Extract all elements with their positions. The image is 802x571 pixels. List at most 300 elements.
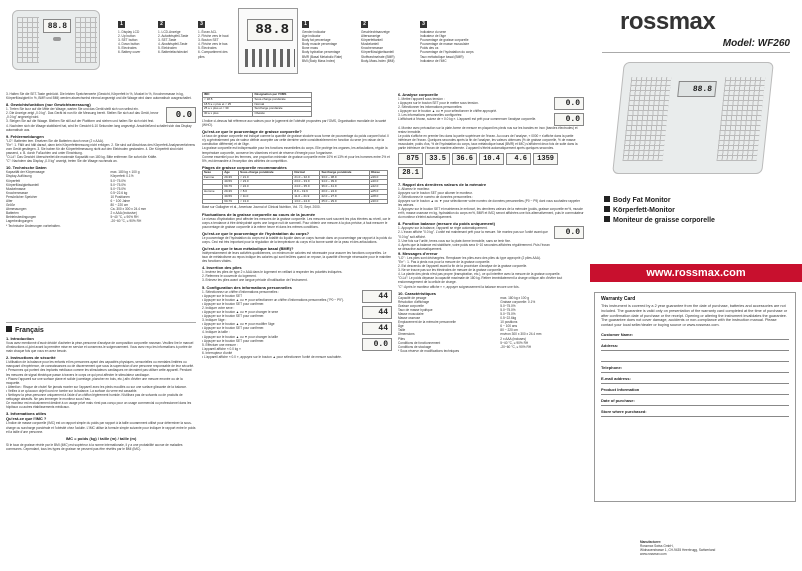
spec-key: Lagerbedingungen (6, 219, 33, 224)
spec-value: Graisse corporelle: 0.1% (500, 299, 536, 304)
electrode-right (75, 17, 97, 63)
icon-label: Body-Mass-Index (BMI) (361, 58, 395, 63)
icon-label: BMR (Basal Metabolic Rate) (302, 54, 343, 59)
bmi-th: Désignation par l'OMS (253, 93, 312, 98)
mid-p7: Indépendamment de leurs activités quotidiennes, un minimum de calories est nécessaire pour assurer les fonctions corporelles. Le taux de métabolisme au repos indique les calories qui sont brûlées quand on repose, la quantité d'énergie nécessaire pour le maintien des fonctions vitales. (202, 250, 392, 264)
bmi-cell: Normal (253, 102, 312, 107)
r-p6: L'affichant à l'écran, suivez de « 0.0 kg ». L'appareil est prêt pour commencer l'analyse corporelle. (398, 117, 537, 122)
legend-line: 1. LCD-Anzeige (158, 30, 181, 34)
mini-lcd: 0.0 (554, 226, 584, 239)
bf-cell: < 11.0 (239, 194, 293, 199)
bf-cell: 36.0 ~ 41.9 (320, 185, 369, 190)
col-french (6, 326, 196, 566)
manufacturer-block (640, 540, 790, 556)
r-p17: 4. Après que la balance est stabilisée, votre poids sera 6~10 secondes affichées régulièrement. Puis l'écran se désactive automatiquement. (398, 242, 550, 251)
warranty-title: Warranty Card (601, 296, 636, 302)
bf-cell: 33.0 ~ 38.9 (320, 175, 369, 180)
scale-illustration (12, 10, 100, 70)
parts-legend (118, 12, 234, 82)
spec-value: 5.0~75.0% (110, 178, 126, 183)
mid-p2: Le taux de graisse corporelle est indiqué comme la quantité de graisse stockée sous forme de pourcentage du poids corporel total. Il n'y a généralement pas de valeur définie acceptée car cette dernière varie considérablement en fonction du sexe (en raison de la constitution différente) et de l'âge. (202, 134, 389, 147)
col-german (6, 92, 196, 317)
de-p5: 4. Nachdem sich die Waage stabilisiert hat, wird Ihr Gewicht 6-10 Sekunden lang angezeigt. Anschließend schaltet sich das Display automatisch aus. (6, 123, 192, 132)
spec-key: Muskelmasse (6, 186, 26, 191)
icon-label: Gender indicator (302, 30, 326, 34)
spec-key: Conditions de stockage (398, 344, 432, 349)
bf-cell: 60-79 (223, 199, 239, 204)
field-telephone[interactable]: Telephone: (601, 365, 789, 373)
setup-step: • Appuyer sur le bouton ▲ ou ▼ pour changer la taille (202, 334, 279, 339)
mid-h2: Plages de graisse corporelle recommandées (202, 164, 287, 170)
spec-key: Capacité de pesage (398, 295, 427, 300)
bmi-cell: < 18.5 (203, 97, 253, 102)
mid-lcds (362, 290, 392, 360)
spec-key: Körperfett (6, 178, 20, 183)
spec-key: Persönlicher Speicher (6, 194, 38, 199)
legend-line: 4. Flèche vers le bas (198, 42, 228, 47)
bf-cell: ≥40.0 (369, 180, 387, 185)
bf-cell: 60-79 (223, 185, 239, 190)
spec-key: Piles (398, 336, 405, 341)
de-p7: "Err": 1. Fällt und hält darauf, dann kein Körperfettmessung nicht erfolgen. 2. Sie sind auf Abschluss des Körperfett-Analyseverfahrens vom Gerät gestiegen. 3. Sie haben für die Körperfettmessung nicht auf den Elektroden gestanden. 4. Die Körperfett sind nicht passend, z. B. durch Fußsohlen und unter Einwirkung. (6, 142, 196, 156)
icon-label: Indicateur du sexe (420, 30, 447, 34)
brand-panel (590, 0, 802, 300)
bf-cell: 40-59 (223, 194, 239, 199)
brand-logo: rossmax (620, 8, 716, 35)
spec-key: Alter (6, 198, 13, 203)
de-p3: 2. Die Anzeige zeigt „0.0 kg". Das Gerät ist nun für die Messung bereit. Stellen Sie sich auf das Gerät, bevor „0.0 kg" angezeigt wird. (6, 111, 159, 120)
setup-step: 3. Indiquer l'âge : (202, 318, 227, 323)
section-divider (6, 322, 196, 323)
spec-key: Taux de masse hydrique (398, 307, 433, 312)
bf-cell: 11.0 ~ 21.9 (293, 194, 320, 199)
product-diagram (8, 6, 106, 78)
mid-h3: Fluctuations de la graisse corporelle au cours de la journée (202, 211, 316, 217)
title-fr (604, 216, 794, 224)
warranty-card (594, 292, 796, 502)
de-h3: 10. Technische Daten (6, 165, 47, 171)
icon-label: Body fat percentage (302, 38, 331, 43)
spec-key: Âge (398, 324, 404, 329)
setup-step: 4. Indiquer la taille : (202, 330, 230, 335)
legend-line: 1. Écran ACL (198, 30, 217, 34)
spec-key: Betriebsbedingungen (6, 215, 37, 220)
manufacturer-label: Manufacturer: (640, 540, 662, 544)
bmi-cell: 30 ≤ x plus (203, 112, 253, 117)
r-p2: • Appuyez sur le bouton SET pour le mettre sous tension. (398, 101, 479, 106)
legend-col-en (118, 12, 154, 82)
bf-th: Normal (293, 170, 320, 175)
spec-value: max. 180 kg × 100 g (110, 170, 140, 175)
legend-line: 2. Up button (118, 34, 136, 39)
spec-value: 6 ~ 100 Jahre (110, 198, 131, 203)
field-store[interactable]: Store where purchased: (601, 409, 789, 417)
icon-col-de (361, 12, 416, 82)
spec-key: Emplacement de la mémoire personnelle (398, 320, 456, 325)
bmi-cell: Surcharge pondérale (253, 107, 312, 112)
legend-line: 6. Batteriefachdeckel (158, 50, 188, 55)
fr-p2: L'utilisation de la balance pour les enfants et les personnes ayant des capacités physiques, sensorielles ou mentales limitées ou manquant d'expérience, de connaissances ou de discernement que sous la supervision d'une personne responsable de leur sécurité. (6, 360, 194, 369)
mid-p9: 2. Refermez le couvercle du logement. (202, 274, 257, 279)
legend-line: 6. Compartiment des piles (198, 50, 228, 59)
spec-value: 10 positions (500, 320, 518, 325)
legend-line: 3. SET button (118, 38, 138, 43)
title-en-text: Body Fat Monitor (613, 197, 671, 204)
bf-th: Sexe (203, 170, 223, 175)
bf-cell: ≥42.0 (369, 185, 387, 190)
photo-electrode-right (716, 77, 765, 161)
r-lcds (554, 97, 584, 126)
bf-cell: < 23.0 (239, 180, 293, 185)
icon-label: Körperflüssigkeitsanteil (361, 50, 394, 55)
icon-label: Bone mass (302, 46, 318, 51)
icon-label: Stoffwechselrate (BMR) (361, 54, 395, 59)
lcd-icon-row (245, 49, 295, 67)
spec-value: -20~60 °C, ≤ 90% RH (110, 219, 142, 224)
r-p21: 3. Ne se trouve pas sur les électrodes de mesure de la graisse corporelle. (398, 268, 503, 273)
setup-step: • Appuyer sur le bouton SET pour confirmer. (202, 301, 265, 306)
bmi-table (202, 92, 312, 117)
icon-col-fr (420, 12, 477, 82)
fr-h3: 3. Informations utiles (6, 411, 47, 417)
field-product-info[interactable]: Product Information (601, 387, 789, 395)
spec-key: Display-Auflösung (6, 174, 32, 179)
r-note: * Sous réserve de modifications techniques (398, 348, 460, 353)
fr-p10: Si le taux de graisse révèle par le BMI (IMC) est supérieur à la norme internationale, il y a une probabilité accrue de maladies communes. Cependant, tous les types de graisse ne peuvent pas être révélés par le BMI (IMC). (6, 442, 183, 451)
de-p1: 3. Halten Sie die SET-Taste gedrückt. Die letzten Speicherwerte (Gewicht, Körperfett in %, Muskel in %, Knochenmasse in kg, Körperflüssigkeit in %, BMR und BMI) werden abwechselnd einmal angezeigt und die Waage wird dann automatisch ausgeschaltet. (6, 92, 192, 101)
de-h1: 8. Gewichtsfunktion (nur Gewichtsmessung) (6, 102, 91, 108)
icon-col-num: 3 (420, 21, 427, 28)
legend-line: 4. Down button (118, 42, 140, 47)
bf-cell: 21.0 ~ 32.9 (293, 175, 320, 180)
r-p24: "C": Après le moniteur affiche « », appuyer soigneusement la balance encore une fois. (398, 284, 520, 289)
readout: 33.5 (425, 153, 450, 165)
spec-value: 5.0~75.0% (110, 186, 126, 191)
bf-cell: 20.0 ~ 24.9 (320, 190, 369, 195)
bf-row (203, 199, 388, 204)
brand-divider (602, 52, 790, 53)
mini-lcd: 44 (362, 306, 392, 319)
spec-value: 5~40 °C, ≤ 90% RH (500, 340, 529, 345)
body-fat-table (202, 170, 388, 205)
lcd-display: 88.8 (43, 19, 71, 33)
readout: 28.1 (398, 167, 423, 179)
icon-label: Körperfettanteil (361, 38, 383, 43)
icon-col-num: 1 (302, 21, 309, 28)
bf-cell: < 21.0 (239, 175, 293, 180)
bf-cell (203, 199, 223, 204)
r-analysis-row (398, 97, 584, 126)
mini-lcd: 0.0 (554, 113, 584, 126)
spec-value: 2 x AAA (inclusive) (110, 211, 137, 216)
website-bar: www.rossmax.com (590, 264, 802, 282)
col-right (398, 92, 584, 566)
mid-p5: Le niveau d'hydratation peut affecter les mesures de la graisse corporelle. Les mesures sont souvent les plus élevées au réveil, car le corps a tendance à être déshydraté après une longue nuit de sommeil. Pour obtenir une mesure à la plus précise, à faut mesurer le pourcentage de graisse corporelle à la même heure et dans les mêmes conditions. (202, 216, 391, 229)
de-note: * Technische Änderungen vorbehalten. (6, 223, 61, 228)
fr-p5: • Attention : Risque de chute! Ne jamais monter sur l'appareil avec les pieds mouillés ou sur une surface glissante de la balance. (6, 384, 187, 389)
r-h3: 8. Fonction balance (mesure du poids uniquement) (398, 221, 495, 227)
bmi-cell: Sous-charge pondérale (253, 97, 312, 102)
r-p18: "LO" : Les piles sont déchargées. Remplacer les piles avec des piles du type approprié (2 piles AAA). (398, 255, 541, 260)
mid-steps-row (202, 290, 392, 360)
manufacturer-line: Widnauerstrasse 1, CH-9435 Heerbrugg, Switzerland (640, 548, 716, 553)
bf-th: Âge (223, 170, 239, 175)
bf-cell: ≥28.0 (369, 194, 387, 199)
mid-p6: Le pourcentage de l'hydratation du corps est la totalité du liquide dans un corps humain dans un pourcentage par rapport à la poids du corps. Ceci est très important pour la régulation de la température du corps et la bonne santé de la peau et des articulations. (202, 235, 392, 244)
mid-h6: 4. Insertion des piles (202, 265, 242, 271)
spec-value: 10 Positionen (110, 194, 130, 199)
fr-h4: Qu'est-ce que l'IMC ? (6, 416, 47, 422)
manufacturer-line: Rossmax Swiss GmbH, (640, 544, 674, 549)
legend-num: 3 (198, 21, 205, 28)
set-button (53, 37, 61, 41)
mid-p10: 3. Enlevez les piles avant une longue période d'inutilisation de l'instrument. (202, 278, 308, 283)
bf-cell: 34.0 ~ 39.9 (320, 180, 369, 185)
r-weight-row (398, 226, 584, 251)
setup-step: • Appuyer sur le bouton SET (202, 293, 243, 298)
spec-key: Kapazität der Körperwaage (6, 170, 45, 175)
spec-value: -20~60 °C, ≤ 90% RH (500, 344, 532, 349)
icon-label: Indicateur de l'âge (420, 34, 446, 39)
r-h1: 6. Analyse corporelle (398, 92, 439, 97)
r-p13: 3. Appuyez sur le bouton SET et maintenez-le enfoncé, les dernières valeurs de la mémoire (poids, graisse corporelle en%, muscle en%, masse osseuse en kg, hydratation du corps en%, BMR et IMC) seront affichées une fois alternativement, puis le commutateur du moniteur s'éteint automatiquement. (398, 207, 584, 220)
mid-h4: Qu'est-ce que le pourcentage de l'hydratation du corps? (202, 230, 310, 236)
r-p15: 2. L'écran affiche "0.0 kg". L'unité est maintenant prêt pour la mesure. Ne montez pas sur l'unité avant que "0.0 kg" soit affiché. (398, 230, 548, 239)
title-de-text: Körperfett-Monitor (613, 207, 675, 214)
spec-value: 0.5~22.6 kg (110, 190, 128, 195)
field-customer-name[interactable]: Customer Name: (601, 332, 789, 340)
bf-th: Obèse (369, 170, 387, 175)
icon-label: Age indicator (302, 34, 321, 39)
mid-p1: L'indice ci-dessus fait référence aux valeurs pour le jugement de l'obésité proposées par l'OMS, Organisation mondiale de la santé (WHO). (202, 118, 387, 128)
legend-line: 5. Elektroden (158, 46, 177, 51)
manufacturer-line: www.rossmax.com (640, 552, 667, 557)
field-address[interactable]: Address: (601, 343, 789, 351)
r-p8: Le poids s'affiche en premier lieu dans la partie supérieure de l'écran. Au cours de l'analyse, « 0000 » s'affiche dans la partie inférieure de l'écran. Quelques secondes après la fin de l'analyse, les valeurs obtenues (% de graisse corporelle, % de masse musculaire, poids d'os, % de l'hydratation du corps, taux métabolique basal (BMR) et IMC) s'affichent deux fois de suite dans la partie inférieure de l'écran de manière alternée. L'appareil s'éteint automatiquement après quelques secondes. (398, 134, 578, 151)
icon-label: Altersanzeige (361, 34, 381, 39)
de-h2: 9. Fehlermeldungen (6, 133, 44, 139)
icon-label: Poids des os (420, 46, 439, 51)
bf-cell: 20-39 (223, 175, 239, 180)
spec-value: 80 ~ 220 cm (500, 328, 518, 333)
r-p10: Appuyez sur le bouton SET pour allumer le moniteur. (398, 190, 473, 195)
mini-lcd: 0.0 (554, 97, 584, 110)
spec-value: 80 ~ 220 cm (110, 203, 129, 208)
field-date-purchase[interactable]: Date of purchase: (601, 398, 789, 406)
mid-src: Basé sur Gallagher et al., American Journal of Clinical Nutrition, Vol. 72, Sept. 2000. (202, 205, 321, 210)
lcd-main-digits: 88.8 (247, 19, 293, 41)
de-lcd: 0.0 (166, 107, 196, 123)
bf-cell: Femme (203, 175, 223, 180)
mini-lcd: 44 (362, 322, 392, 335)
fr-p1: Vous avez mentionné d'avoir décidé d'acheter la pèse-personne d'analyse de composition corporelle rossmax. Veuillez lire le manuel d'instructions ci-joint avant la première mise en service et conservez-le soigneusement. Vous avez reçu les informations à portée de main chaque fois que vous en avez besoin. (6, 341, 194, 354)
readout: 4.6 (506, 153, 531, 165)
spec-value: 5~40 °C, ≤ 90% RH (110, 215, 139, 220)
fr-p4: • Placez l'appareil sur une surface plane et solide (carrelage, plancher en bois, etc.) afin d'éviter une mesure erronée ou de la moquette. (6, 376, 183, 385)
legend-num: 2 (158, 21, 165, 28)
titles-block (604, 196, 794, 224)
legend-line: 2. Aufwärtspfeil-Taste (158, 34, 189, 39)
fr-specs-list (398, 296, 584, 349)
setup-step: • Appuyer sur le bouton SET pour confirmer. (202, 314, 265, 319)
bf-cell: 20-39 (223, 190, 239, 195)
legend-col-fr (198, 12, 234, 82)
mini-lcd: 0.0 (362, 338, 392, 351)
bf-cell: 25.0 ~ 29.9 (320, 199, 369, 204)
de-specs-list (6, 170, 196, 223)
de-p8: "O-Ld": Das Gewicht überschreitet die maximale Kapazität von 180 kg. Bitte entfernen Sie sofort die Kräfte. (6, 155, 158, 160)
icon-label: Muskelanteil (361, 42, 379, 47)
setup-step: 5. Effectuer une mesure : (202, 342, 238, 347)
icon-label: Indicateur de l'IMC (420, 58, 447, 63)
mid-p8: 1. Insérez les piles de type 2 x AAA dans le logement en veillant à respecter les polarités indiquées. (202, 270, 343, 275)
model-name: Model: WF260 (722, 38, 790, 49)
bmi-th: IMC (203, 93, 253, 98)
mini-lcd: 44 (362, 290, 392, 303)
spec-key: Masse musculaire (398, 312, 424, 316)
readout: 1359 (533, 153, 558, 165)
legend-line: 2. Flèche vers le haut (198, 34, 229, 39)
r-p3: 2. Sélectionner les informations personnelles: (398, 105, 463, 110)
icon-col-en (302, 12, 357, 82)
bf-cell: < 24.0 (239, 185, 293, 190)
mid-p3: La graisse corporelle est indispensable pour les fonctions essentielles du corps. Elle protège les organes, les articulations, régule la température corporelle, conserve les vitamines et sert de réserve d'énergie pour l'organisme. (202, 146, 388, 155)
setup-step: L'appareil affiche « 0.0 kg » (202, 346, 241, 351)
icon-label: Body muscle percentage (302, 42, 338, 47)
spec-value: max. 180 kg x 100 g (500, 295, 530, 300)
mid-h1: Qu'est-ce que le pourcentage de graisse corporelle? (202, 129, 302, 135)
fr-heading (6, 326, 196, 334)
spec-value: 6 ~ 100 ans (500, 324, 518, 329)
readout: 875 (398, 153, 423, 165)
icon-label: Pourcentage de graisse corporelle (420, 38, 469, 43)
r-p14: 1. Appuyez sur la balance, l'appareil se règle automatiquement. (398, 226, 488, 231)
mid-h5: Qu'est-ce que le taux métabolique basal (BMR)? (202, 245, 294, 251)
bmi-cell: 25 ≤ x plus et < 30 (203, 107, 253, 112)
fr-p3: • Personnes qui portent des implants médicaux comme les stimulateurs cardiaques ne devraient pas utiliser cette appareil. Pendant les mesures de signal électrique passe à travers le corps ce qui peut affecter le stimulateur cardiaque. (6, 368, 192, 377)
setup-steps (202, 290, 358, 360)
setup-step: • Appuyer sur le bouton SET pour confirmer. (202, 326, 265, 331)
icon-label: Knochenmasse (361, 46, 383, 51)
fr-p8: Ce moniteur est exclusivement destiné à un usage privé mais n'est pas conçu pour un usage commercial ou professionnel dans les hôpitaux ou autres établissements médicaux. (6, 401, 192, 410)
icon-label: Taux métabolique basal (BMR) (420, 54, 464, 59)
bf-th: Surcharge pondérale (320, 170, 369, 175)
legend-line: 4. Abwärtspfeil-Taste (158, 42, 188, 47)
r-p23: "O-Ld": Le poids dépasse la capacité maximale de 180 kg. Retirer immédiatement la charge critique afin d'éviter tout endommagement de la cellule de charge. (398, 276, 563, 285)
r-p22: 4. La plante des pieds n'est pas propre (transpiration, etc.), ce qui interfère avec la mesure de la graisse corporelle. (398, 272, 561, 277)
legend-col-de (158, 12, 194, 82)
spec-key: Abmessungen (6, 207, 27, 212)
bmi-cell: Obésité (253, 112, 312, 117)
r-h4: 9. Messages d'erreur (398, 250, 438, 256)
spec-key: Résolution d'affichage (398, 299, 430, 304)
icon-label: Pourcentage de masse musculaire (420, 42, 470, 47)
spec-key: Dimensions (398, 332, 415, 337)
r-p9: 1. Allumez le moniteur. (398, 186, 431, 191)
icon-label: Geschlechtsanzeige (361, 30, 390, 34)
setup-step: • Appuyer sur le bouton SET pour confirmer. (202, 338, 265, 343)
legend-line: 1. Display LCD (118, 30, 140, 34)
bf-cell: 8.0 ~ 19.9 (293, 190, 320, 195)
warranty-text: This instrument is covered by a 2 year guarantee from the date of purchase, batteries and accessories are not included. The guarantee is valid only on presentation of the warranty card completed at the time of purchase or after confirmation date of purchase or the receipt. Opening or altering the instrument invalidates the guarantee. The guarantee does not cover damage, accidents or non-compliance with the instruction manual. Please contact your local seller/dealer or buying source or www.rossmax.com. (601, 304, 788, 328)
fr-p7: • Nettoyez la pèse-personne uniquement à l'aide d'un chiffon légèrement humide. N'utilisez pas de solvants ou de produits de nettoyage abrasifs. Ne pas immerger le moniteur sous l'eau. (6, 393, 183, 402)
bf-th: Sous-charge pondérale (239, 170, 293, 175)
field-email[interactable]: E-mail address: (601, 376, 789, 384)
mid-p4: Comme essentiel pour les femmes, une proportion minimale de graisse corporelle entre 10% et 13% et pour les hommes entre 2% et 5%, est demandée à l'exception des athlètes de compétition. (202, 154, 390, 163)
bf-cell: < 8.0 (239, 190, 293, 195)
readout: 10.4 (479, 153, 504, 165)
product-photo (612, 62, 774, 174)
setup-step: • Appuyer sur le bouton ▲ ou ▼ pour sélectionner un chiffre d'informations personnelles ("P0 ~ P9"). (202, 297, 344, 302)
spec-key: Größe (6, 203, 16, 208)
r-h2: 7. Rappel des dernières valeurs de la mémoire (398, 181, 487, 187)
spec-key: Taille (398, 328, 406, 333)
setup-step: • Appuyer sur le bouton ▲ ou ▼ pour modifier l'âge (202, 322, 275, 327)
spec-value: 2 x AAA (incluses) (500, 336, 526, 341)
spec-key: Graisse corporelle (398, 303, 424, 308)
fr-h1: 1. Introduction (6, 336, 34, 341)
bf-cell: Homme (203, 190, 223, 195)
r-p11: 2. Sélectionnez le numéro de données personnelles : (398, 194, 474, 199)
bf-cell: ≥25.0 (369, 190, 387, 195)
spec-value: 5.0~75.0% (500, 303, 516, 308)
icon-label: BMI (Body Mass Index) (302, 58, 336, 63)
photo-electrode-left (622, 77, 671, 161)
setup-step: 1. Sélectionnez un chiffre d'informations personnelles : (202, 289, 280, 294)
r-p19: "Err" : 1. Pas à pieds nus pour la mesure de la graisse corporelle. (398, 259, 491, 264)
legend-line: 5. Electrodes (118, 46, 137, 51)
readout: 36.6 (452, 153, 477, 165)
bf-cell: ≥39.0 (369, 175, 387, 180)
de-p9: "C": Nachdem das Display „0.0 kg" anzeigt, treten Sie die Waage nochmals an. (6, 159, 118, 164)
r-h5: 10. Caractéristiques (398, 290, 437, 296)
legend-line: 5. Électrodes (198, 46, 217, 51)
electrode-left (17, 17, 39, 63)
fr-formula: IMC = poids (kg) / taille (m) / taille (m) (65, 435, 137, 441)
title-de (604, 206, 794, 214)
icon-label: Body hydration percentage (302, 50, 341, 55)
icon-legend (302, 12, 477, 82)
title-fr-text: Moniteur de graisse corporelle (613, 217, 715, 224)
spec-key: Körperflüssigkeitsanteil (6, 182, 39, 187)
title-en (604, 196, 794, 204)
r-p4: • Appuyer sur le bouton ▲ ou ▼ pour sélectionner le chiffre approprié. (398, 109, 497, 114)
legend-line: 3. Bouton SET (198, 38, 219, 43)
r-p5: 3. Les informations personnelles configurées: (398, 113, 463, 118)
de-p2: 1. Treten Sie kurz auf die Mitte der Waage, warten Sie und das Gerät stellt sich von selbst ein. (6, 107, 139, 112)
setup-step: 2. Indiquer votre sexe : (202, 305, 235, 310)
lcd-diagram (238, 8, 298, 74)
r-p1: 1. Mettre l'appareil sous tension : (398, 97, 445, 101)
field-blank[interactable] (601, 354, 789, 362)
setup-step: • Appuyer sur le bouton ▲ ou ▼ pour changer le sexe (202, 310, 279, 314)
bf-cell: 24.0 ~ 35.9 (293, 185, 320, 190)
bf-cell: 13.0 ~ 24.9 (293, 199, 320, 204)
fr-h2: 2. Instructions de sécurité (6, 355, 56, 361)
bf-cell: 23.0 ~ 33.9 (293, 180, 320, 185)
spec-value: 5.0~75.0% (110, 182, 126, 187)
spec-value: 5.0~75.0% (500, 312, 516, 316)
setup-step: 6. Interrupteur d'unité (202, 350, 233, 355)
fr-p9: L'indice de masse corporelle (IMC) est un rapport simple du poids par rapport à la taille couramment utilisé pour déterminer la sous-charge ou surcharge pondérale et l'obésité chez l'adulte. L'IMC utilise la formule simple suivante pour indiquer le rapport entre le poids et la taille d'une personne. (6, 421, 196, 434)
r-p7: 4. Montez avec précaution sur la plate-forme de mesure en plaçant les pieds nus sur les bandes en inox (bandes électrodes) et restez immobile. (398, 126, 578, 135)
spec-key: Batterien (6, 211, 19, 216)
spec-key: Knochenmasse (6, 190, 28, 195)
spec-value: Körperfett: 0.1% (110, 174, 134, 179)
setup-step: • L'appareil affiche « 0.0 », appuyez sur le bouton ▲ pour sélectionner l'unité de mesure souhaitée. (202, 355, 342, 360)
spec-key: Masse osseuse (398, 316, 421, 321)
icon-col-num: 2 (361, 21, 368, 28)
